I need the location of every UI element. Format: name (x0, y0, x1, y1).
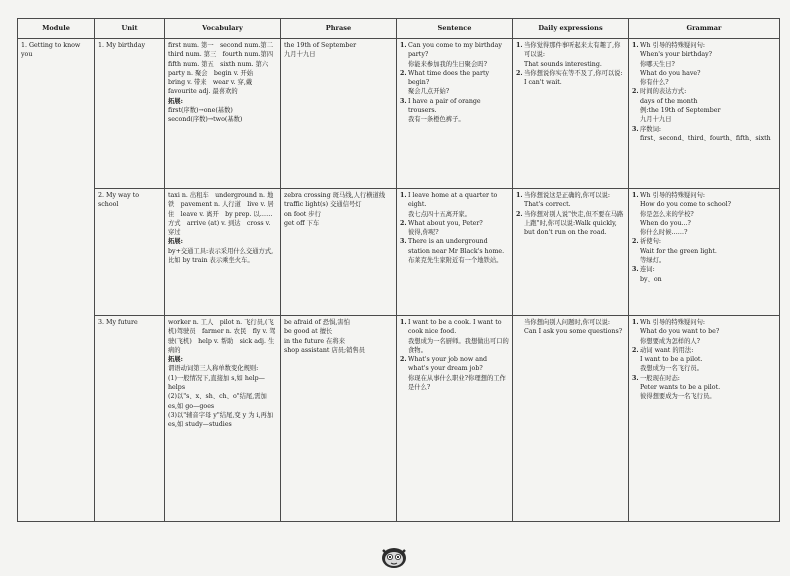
vocabulary-line: first num. 第一 second num.第二 (168, 42, 273, 49)
phrase-line: be afraid of 恐惧,害怕 (284, 319, 350, 326)
daily-expression-item (516, 318, 625, 337)
item-text (640, 191, 776, 237)
phrase-line: traffic light(s) 交通信号灯 (284, 201, 362, 209)
item-number: 1. (400, 192, 407, 199)
grammar-item (632, 125, 776, 144)
item-line: How do you come to school? (640, 201, 732, 209)
item-line: I leave home at a quarter to eight. (408, 192, 498, 209)
item-text (640, 41, 776, 87)
item-text (408, 69, 509, 97)
daily-expression-item (516, 41, 625, 69)
item-line: Wh 引导的特殊疑问句: (640, 319, 706, 326)
unit-row (18, 39, 780, 189)
vocabulary-line: 拓展: (168, 356, 183, 364)
item-line: 例:the 19th of September (640, 107, 721, 115)
item-line: 你想要成为怎样的人? (640, 337, 701, 345)
phrase-line: the 19th of September (284, 42, 357, 49)
unit-row (18, 189, 780, 316)
grammar-cell (629, 316, 780, 522)
vocabulary-line: (2)以"s、x、sh、ch、o"结尾,需加 es,如 go—goes (168, 393, 267, 410)
sentence-cell (397, 316, 513, 522)
item-text (524, 318, 625, 337)
item-number: 2. (400, 356, 407, 364)
item-text (524, 41, 625, 69)
item-line: 当你想对别人说"快走,但不要在马路上跑"时,你可以说:Walk quickly, but don't run on the road. (524, 210, 624, 237)
grammar-item (632, 191, 776, 237)
item-number: 3. (400, 238, 407, 246)
item-text (524, 69, 625, 88)
item-line: 一般现在时态: (640, 374, 680, 382)
phrase-cell (281, 316, 397, 522)
item-line: 时间的表达方式: (640, 88, 687, 96)
item-line: 我想成为一名厨师。我想做出可口的食物。 (408, 337, 509, 354)
sentence-item (400, 69, 509, 97)
item-number: 3. (632, 125, 639, 133)
grammar-cell (629, 189, 780, 316)
phrase-cell (281, 189, 397, 316)
vocabulary-line: fifth num. 第五 sixth num. 第六 (168, 60, 269, 68)
item-text (408, 97, 509, 125)
item-text (524, 210, 625, 238)
vocabulary-line: bring v. 带来 wear v. 穿,戴 (168, 79, 253, 87)
item-number: 1. (632, 42, 639, 49)
item-line: 等绿灯。 (640, 257, 666, 265)
daily-expression-item (516, 69, 625, 88)
item-line: Can you come to my birthday party? (408, 42, 502, 59)
vocabulary-line: third num. 第三 fourth num.第四 (168, 51, 274, 59)
grammar-item (632, 41, 776, 87)
item-line: What time does the party begin? (408, 69, 490, 87)
vocabulary-line: (3)以"辅音字母 y"结尾,变 y 为 i,再加 es,如 study—studies (168, 411, 274, 429)
item-line: 当你觉得那件事听起来太有趣了,你可以说: (524, 42, 621, 59)
item-line: 你能来参加我的生日聚会吗? (408, 60, 487, 68)
vocabulary-line: first(序数)→one(基数) (168, 107, 233, 115)
phrase-line: zebra crossing 斑马线,人行横道线 (284, 192, 386, 199)
grammar-cell (629, 39, 780, 189)
item-line: Wh 引导的特殊疑问句: (640, 192, 706, 199)
grammar-item (632, 318, 776, 346)
phrase-line: be good at 擅长 (284, 328, 333, 336)
item-number: 3. (632, 374, 639, 382)
item-text (408, 237, 509, 265)
item-line: 九月十九日 (640, 116, 672, 124)
item-text (524, 191, 625, 210)
vocabulary-line: 拓展: (168, 238, 183, 246)
item-line: What do you want to be? (640, 328, 720, 336)
sentence-item (400, 355, 509, 392)
vocabulary-cell (165, 189, 281, 316)
sentence-item (400, 318, 509, 355)
item-line: What do you have? (640, 69, 701, 77)
vocabulary-cell (165, 316, 281, 522)
item-number: 1. (516, 192, 523, 199)
item-line: That sounds interesting. (524, 60, 602, 68)
header-phrase: Phrase (281, 19, 397, 39)
header-grammar: Grammar (629, 19, 780, 39)
sentence-cell (397, 189, 513, 316)
item-line: 你现在从事什么职业?你理想的工作是什么? (408, 374, 506, 392)
item-text (408, 191, 509, 219)
sentence-item (400, 237, 509, 265)
item-number: 2. (516, 69, 523, 77)
item-text (408, 355, 509, 392)
item-line: 当你想向别人问题时,你可以说: (524, 319, 610, 326)
item-number: 3. (632, 266, 639, 274)
item-line: 你有什么? (640, 79, 669, 87)
vocabulary-line: 谓语动词第三人称单数变化规则: (168, 365, 259, 373)
header-unit: Unit (95, 19, 165, 39)
item-line: Wh 引导的特殊疑问句: (640, 42, 706, 49)
header-daily-expressions: Daily expressions (513, 19, 629, 39)
item-text (408, 219, 509, 238)
item-number: 1. (400, 42, 407, 49)
sentence-item (400, 219, 509, 238)
item-line: days of the month (640, 97, 698, 105)
mascot-emblem-icon (379, 545, 409, 569)
item-text (408, 41, 509, 69)
item-line: 彼得想要成为一名飞行员。 (640, 393, 716, 401)
item-line: 彼得,你呢? (408, 229, 439, 237)
header-row (18, 19, 780, 39)
item-line: I have a pair of orange trousers. (408, 97, 481, 115)
item-text (640, 237, 776, 265)
vocabulary-cell (165, 39, 281, 189)
item-text (640, 318, 776, 346)
unit-row (18, 316, 780, 522)
vocabulary-line: by+交通工具:表示采用什么交通方式,比如 by train 表示乘坐火车。 (168, 247, 274, 265)
unit-cell: 3. My future (95, 316, 165, 522)
vocabulary-line: second(序数)→two(基数) (168, 116, 243, 124)
item-number: 2. (400, 69, 407, 77)
item-line: 我想成为一名飞行员。 (640, 365, 703, 373)
header-module: Module (18, 19, 95, 39)
summary-table (17, 18, 780, 522)
item-number: 1. (516, 42, 523, 49)
header-sentence: Sentence (397, 19, 513, 39)
item-line: by、on (640, 275, 662, 283)
grammar-item (632, 374, 776, 402)
item-line: 聚会几点开始? (408, 88, 450, 96)
item-line: That's correct. (524, 201, 571, 209)
phrase-line: 九月十九日 (284, 51, 316, 59)
phrase-line: in the future 在将来 (284, 337, 345, 345)
grammar-item (632, 237, 776, 265)
item-number: 1. (400, 319, 407, 326)
item-number: 1. (632, 192, 639, 199)
item-text (640, 374, 776, 402)
item-number: 2. (400, 219, 407, 227)
item-line: Peter wants to be a pilot. (640, 384, 721, 392)
unit-cell: 2. My way to school (95, 189, 165, 316)
item-number: 2. (632, 88, 639, 96)
item-line: 连词: (640, 266, 655, 274)
item-line: 祈使句: (640, 238, 662, 246)
item-text (640, 346, 776, 374)
daily-expression-cell (513, 189, 629, 316)
vocabulary-line: 拓展: (168, 97, 183, 105)
header-vocabulary: Vocabulary (165, 19, 281, 39)
item-line: 你什么时候……? (640, 229, 688, 237)
grammar-item (632, 87, 776, 124)
sentence-item (400, 97, 509, 125)
item-line: 当你想说这是正确的,你可以说: (524, 192, 610, 199)
item-line: 动词 want 的用法: (640, 346, 694, 354)
item-number (516, 318, 524, 337)
phrase-line: shop assistant 店员;销售员 (284, 346, 366, 354)
vocabulary-line: party n. 聚会 begin v. 开始 (168, 69, 254, 77)
item-number: 2. (632, 346, 639, 354)
item-line: first、second、third、fourth、fifth、sixth (640, 134, 771, 142)
item-number: 2. (632, 238, 639, 246)
sentence-item (400, 41, 509, 69)
item-line: What about you, Peter? (408, 219, 483, 227)
item-line: 当你想说你实在等不及了,你可以说: (524, 69, 623, 77)
vocabulary-line: worker n. 工人 pilot n. 飞行员,(飞机)驾驶员 farmer n. 农民 fly v. 驾驶(飞机) help v. 帮助 sick adj. 生病的 (168, 319, 276, 354)
unit-cell: 1. My birthday (95, 39, 165, 189)
module-cell: 1. Getting to know you (18, 39, 95, 522)
item-line: I can't wait. (524, 79, 562, 87)
daily-expression-cell (513, 316, 629, 522)
item-line: Can I ask you some questions? (524, 328, 623, 336)
sentence-item (400, 191, 509, 219)
item-line: 布莱克先生家附近有一个地铁站。 (408, 257, 503, 265)
sentence-cell (397, 39, 513, 189)
item-line: When do you...? (640, 219, 691, 227)
item-number: 3. (400, 97, 407, 105)
item-line: 序数词: (640, 125, 662, 133)
item-text (640, 265, 776, 284)
item-line: There is an underground station near Mr Black's home. (408, 238, 505, 255)
daily-expression-item (516, 191, 625, 210)
item-line: What's your job now and what's your dream job? (408, 356, 488, 373)
daily-expression-cell (513, 39, 629, 189)
item-line: I want to be a cook. I want to cook nice food. (408, 319, 502, 336)
vocabulary-line: (1)一般情况下,直接加 s,如 help—helps (168, 374, 265, 392)
item-text (640, 87, 776, 124)
item-line: 我有一条橙色裤子。 (408, 116, 465, 124)
phrase-line: get off 下车 (284, 219, 320, 227)
item-line: I want to be a pilot. (640, 356, 703, 364)
grammar-item (632, 346, 776, 374)
vocabulary-line: favourite adj. 最喜欢的 (168, 88, 238, 96)
grammar-item (632, 265, 776, 284)
item-line: 你是怎么来的学校? (640, 210, 694, 218)
item-line: 我七点四十五离开家。 (408, 210, 471, 218)
daily-expression-item (516, 210, 625, 238)
phrase-cell (281, 39, 397, 189)
item-line: Wait for the green light. (640, 247, 717, 255)
item-number: 2. (516, 210, 523, 218)
vocabulary-line: taxi n. 出租车 underground n. 地铁 pavement n. 人行道 live v. 居住 leave v. 离开 by prep. 以……方式 arrive (at) v. 到达 cross v. 穿过 (168, 192, 274, 237)
item-text (408, 318, 509, 355)
phrase-line: on foot 步行 (284, 210, 321, 218)
item-text (640, 125, 776, 144)
item-number: 1. (632, 319, 639, 326)
item-line: 你哪天生日? (640, 60, 675, 68)
item-line: When's your birthday? (640, 51, 713, 59)
